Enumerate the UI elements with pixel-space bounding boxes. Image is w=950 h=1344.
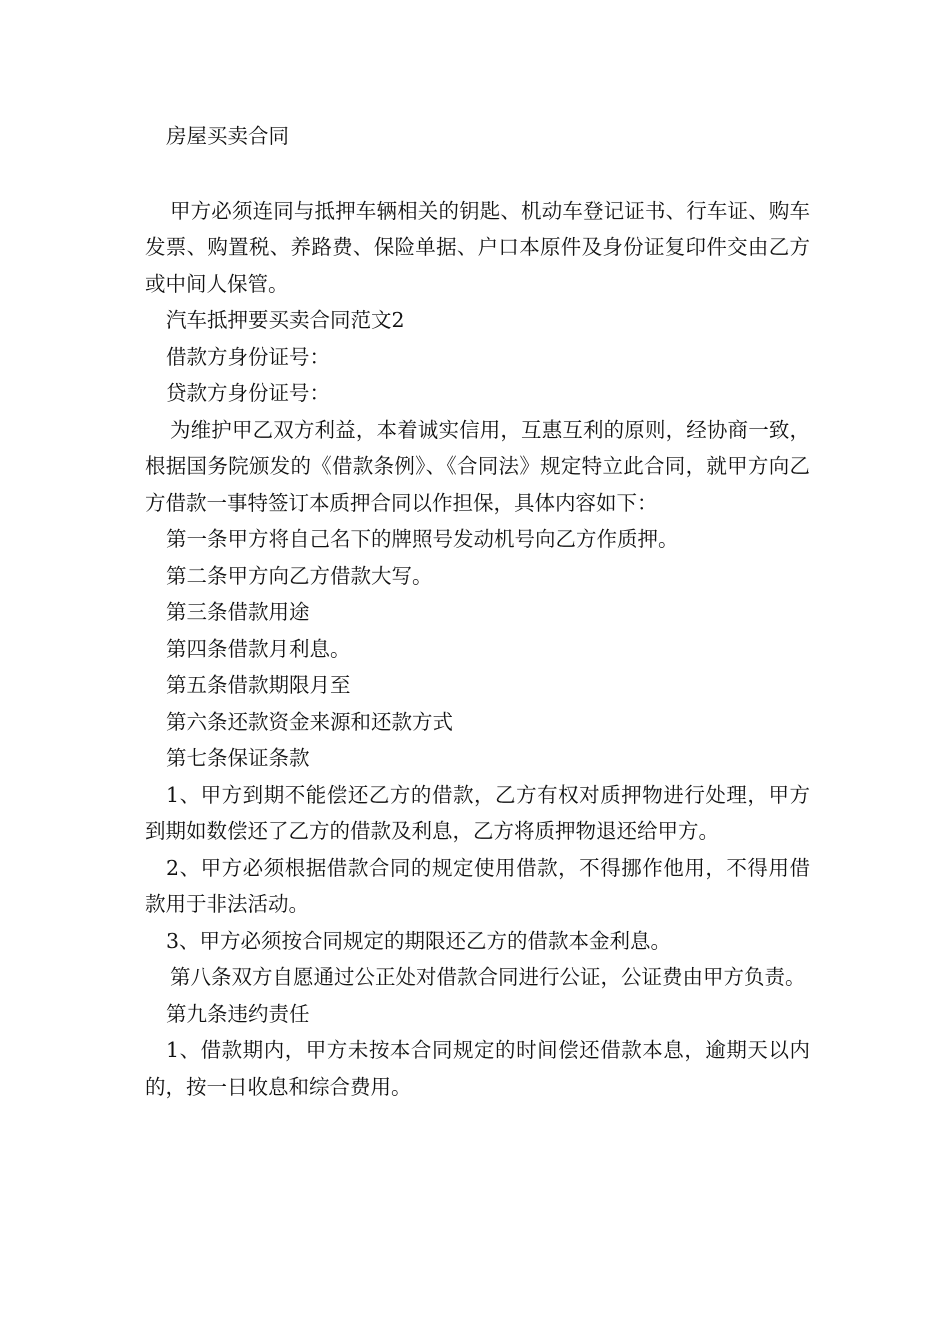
paragraph-article-1: 第一条甲方将自己名下的牌照号发动机号向乙方作质押。 xyxy=(166,527,679,551)
paragraph-article-9-item-1: 1、借款期内，甲方未按本合同规定的时间偿还借款本息，逾期天以内的，按一日收息和综合费用。 xyxy=(145,1038,810,1099)
paragraph-heading-sample2: 汽车抵押要买卖合同范文2 xyxy=(166,308,405,332)
paragraph-preamble: 为维护甲乙双方利益，本着诚实信用，互惠互利的原则，经协商一致，根据国务院颁发的《借款条例》、《合同法》规定特立此合同，就甲方向乙方借款一事特签订本质押合同以作担保，具体内容如下： xyxy=(145,417,810,515)
paragraph-article-3: 第三条借款用途 xyxy=(166,600,310,624)
paragraph-article-7-item-3: 3、甲方必须按合同规定的期限还乙方的借款本金利息。 xyxy=(166,928,672,953)
paragraph-article-4: 第四条借款月利息。 xyxy=(166,636,351,661)
paragraph-article-2: 第二条甲方向乙方借款大写。 xyxy=(166,563,433,588)
paragraph-article-5: 第五条借款期限月至 xyxy=(166,673,351,697)
paragraph-lender-id: 贷款方身份证号： xyxy=(166,381,330,405)
paragraph-article-6: 第六条还款资金来源和还款方式 xyxy=(166,709,453,734)
paragraph-borrower-id: 借款方身份证号： xyxy=(166,344,330,369)
paragraph-article-7-item-2: 2、甲方必须根据借款合同的规定使用借款，不得挪作他用，不得用借款用于非法活动。 xyxy=(145,855,810,916)
paragraph-article-7: 第七条保证条款 xyxy=(166,746,310,770)
title-spacer xyxy=(145,155,810,193)
paragraph-article-8: 第八条双方自愿通过公正处对借款合同进行公证，公证费由甲方负责。 xyxy=(170,965,806,989)
document-title: 房屋买卖合同 xyxy=(166,124,289,148)
paragraph-article-9: 第九条违约责任 xyxy=(166,1001,310,1026)
paragraph-custody: 甲方必须连同与抵押车辆相关的钥匙、机动车登记证书、行车证、购车发票、购置税、养路费、保险单据、户口本原件及身份证复印件交由乙方或中间人保管。 xyxy=(145,198,810,296)
paragraph-article-7-item-1: 1、甲方到期不能偿还乙方的借款，乙方有权对质押物进行处理，甲方到期如数偿还了乙方的借款及利息，乙方将质押物退还给甲方。 xyxy=(145,782,810,843)
document-body xyxy=(145,118,810,1105)
